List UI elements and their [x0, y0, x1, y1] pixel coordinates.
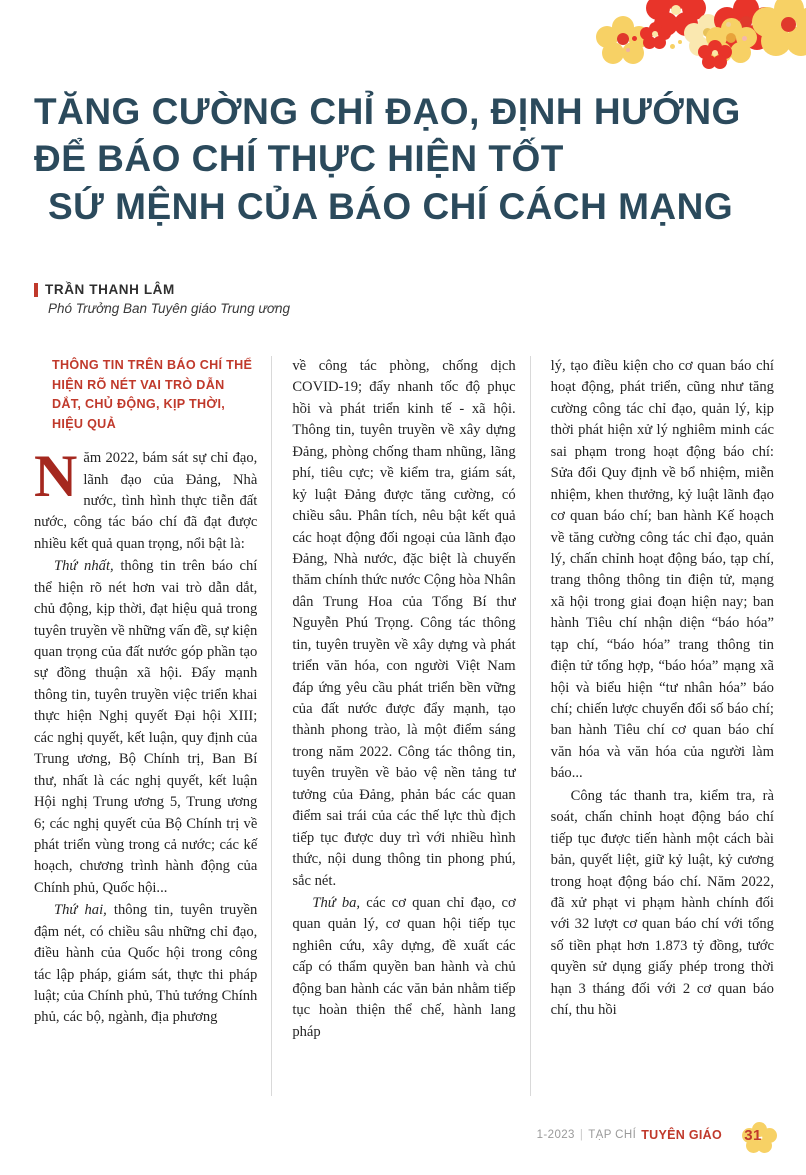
- paragraph-col3-continuation: lý, tạo điều kiện cho cơ quan báo chí hoạt động, phát triển, cũng như tăng cường công tác chỉ đạo, quản lý, kịp thời phát hiện xử lý nghiêm minh các sai phạm trong hoạt động báo chí: Sửa đổi Quy định về bổ nhiệm, miễn nhiệm, khen thưởng, kỷ luật lãnh đạo cơ quan báo chí; ban hành Kế hoạch về tăng cường công tác chỉ đạo, quản lý, chấn chỉnh hoạt động báo, tạp chí, trang thông thông tin điện tử, mạng xã hội trong giai đoạn hiện nay; ban hành Tiêu chí nhận diện “báo hóa” tạp chí, “báo hóa” trang thông tin điện tử tổng hợp, “báo hóa” mạng xã hội và biểu hiện “tư nhân hóa” báo chí; chiến lược chuyển đổi số báo chí; ban hành Tiêu chí cơ quan báo chí văn hóa và văn hóa của người làm báo...: [550, 358, 774, 782]
- paragraph-thu-ba: [292, 893, 515, 1043]
- tet-blossom-decoration: [566, 0, 806, 72]
- article-title: [34, 88, 764, 230]
- issue-date: 1-2023: [536, 1129, 575, 1141]
- blossom-dot: [632, 36, 637, 41]
- page-number: 31: [744, 1126, 762, 1144]
- emphasis-thu-ba: Thứ ba,: [312, 894, 361, 911]
- paragraph-thu-hai-text: thông tin, tuyên truyền đậm nét, có chiều sâu những chỉ đạo, điều hành của Quốc hội trong công tác lập pháp, giám sát, thực thi pháp luật; của Chính phủ, Thủ tướng Chính phủ, các bộ, ngành, địa phương: [34, 902, 258, 1026]
- author-role: Phó Trưởng Ban Tuyên giáo Trung ương: [48, 301, 291, 316]
- byline: [34, 282, 290, 316]
- title-line-1: TĂNG CƯỜNG CHỈ ĐẠO, ĐỊNH HƯỚNG: [34, 91, 741, 132]
- title-line-2: ĐỂ BÁO CHÍ THỰC HIỆN TỐT: [34, 138, 564, 180]
- column-2: [271, 356, 515, 1096]
- paragraph-col2-continuation: về công tác phòng, chống dịch COVID-19; đẩy nhanh tốc độ phục hồi và phát triển kinh tế - xã hội. Thông tin, tuyên truyền về xây dựng Đảng, phòng chống tham nhũng, lãng phí, tiêu cực; về kiểm tra, giám sát, kỷ luật Đảng được tăng cường, có chiều sâu. Phân tích, nêu bật kết quả các hoạt động đối ngoại của lãnh đạo Đảng, Nhà nước, đặc biệt là chuyến thăm chính thức nước Cộng hòa Nhân dân Trung Hoa của Tổng Bí thư Nguyễn Phú Trọng. Công tác thông tin, tuyên truyền về xây dựng và phát triển văn hóa, con người Việt Nam đáp ứng yêu cầu phát triển bền vững của đất nước được đẩy mạnh, tạo thành phong trào, là một điểm sáng trong năm 2022. Công tác thông tin, tuyên truyền về bảo vệ nền tảng tư tưởng của Đảng, phản bác các quan điểm sai trái của các thế lực thù địch tiếp tục được duy trì với nhiều hình thức, nội dung thông tin phong phú, sắc nét.: [292, 358, 516, 889]
- column-1: [34, 356, 257, 1096]
- author-name: TRẦN THANH LÂM: [45, 282, 175, 297]
- title-line-3: SỨ MỆNH CỦA BÁO CHÍ CÁCH MẠNG: [48, 185, 734, 227]
- paragraph-lead: [34, 443, 258, 555]
- paragraph-thu-nhat-text: thông tin trên báo chí thể hiện rõ nét hơn vai trò dẫn dắt, chủ động, kịp thời, đạt hiệu quả trong tuyên truyền về những vấn đề, sự kiện quan trọng của đất nước góp phần tạo sự đồng thuận xã hội. Đẩy mạnh thông tin, tuyên truyền việc triển khai thực hiện Nghị quyết Đại hội XIII; các nghị quyết, kết luận, quy định của Trung ương, Bộ Chính trị, Ban Bí thư, nhất là các nghị quyết, kết luận Hội nghị Trung ương 5, Trung ương 6; các nghị quyết của Bộ Chính trị về phát triển vùng trong cả nước; các kế hoạch, chương trình hành động của Chính phủ, Quốc hội...: [34, 558, 258, 896]
- magazine-prefix: TẠP CHÍ: [588, 1129, 637, 1141]
- section-kicker: THÔNG TIN TRÊN BÁO CHÍ THỂ HIỆN RÕ NÉT VAI TRÒ DẪN DẮT, CHỦ ĐỘNG, KỊP THỜI, HIỆU QUẢ: [52, 358, 253, 431]
- column-3: [530, 356, 774, 1096]
- drop-cap: N: [34, 443, 78, 510]
- paragraph-thu-nhat: [34, 556, 257, 899]
- article-columns: [34, 356, 774, 1096]
- blossom-dot: [726, 22, 731, 27]
- accent-bar-icon: [34, 283, 38, 297]
- emphasis-thu-hai: Thứ hai,: [54, 902, 107, 919]
- page-number-badge: [736, 1121, 770, 1149]
- paragraph-thu-ba-text: các cơ quan chỉ đạo, cơ quan quản lý, cơ quan hội tiếp tục nghiên cứu, xây dựng, đề xuất các cấp có thẩm quyền ban hành và chủ động ban hành các văn bản nhằm tiếp tục hoàn thiện thể chế, hành lang pháp: [292, 894, 516, 1040]
- blossom-dot: [678, 40, 682, 44]
- paragraph-lead-text: ăm 2022, bám sát sự chỉ đạo, lãnh đạo của Đảng, Nhà nước, tình hình thực tiễn đất nước, công tác báo chí đã đạt được nhiều kết quả quan trọng, nổi bật là:: [34, 450, 258, 552]
- paragraph-inspection: Công tác thanh tra, kiểm tra, rà soát, chấn chỉnh hoạt động báo chí tiếp tục được tiến hành một cách bài bản, quyết liệt, giữ kỷ luật, kỷ cương trong hoạt động báo chí. Năm 2022, đã xử phạt vi phạm hành chính đối với 32 lượt cơ quan báo chí với tổng số tiền phạt hơn 1.873 tỷ đồng, tước quyền sử dụng giấy phép trong thời hạn 3 tháng đối với 2 cơ quan báo chí, thu hồi: [550, 787, 774, 1019]
- blossom-dot: [670, 44, 675, 49]
- blossom-dot: [626, 48, 630, 52]
- author-name-row: [34, 282, 290, 297]
- footer-separator: |: [579, 1129, 584, 1141]
- magazine-name: TUYÊN GIÁO: [641, 1128, 722, 1142]
- page-footer: [537, 1121, 770, 1149]
- emphasis-thu-nhat: Thứ nhất,: [54, 558, 114, 575]
- paragraph-thu-hai: [34, 900, 257, 1029]
- blossom-dot: [742, 36, 747, 41]
